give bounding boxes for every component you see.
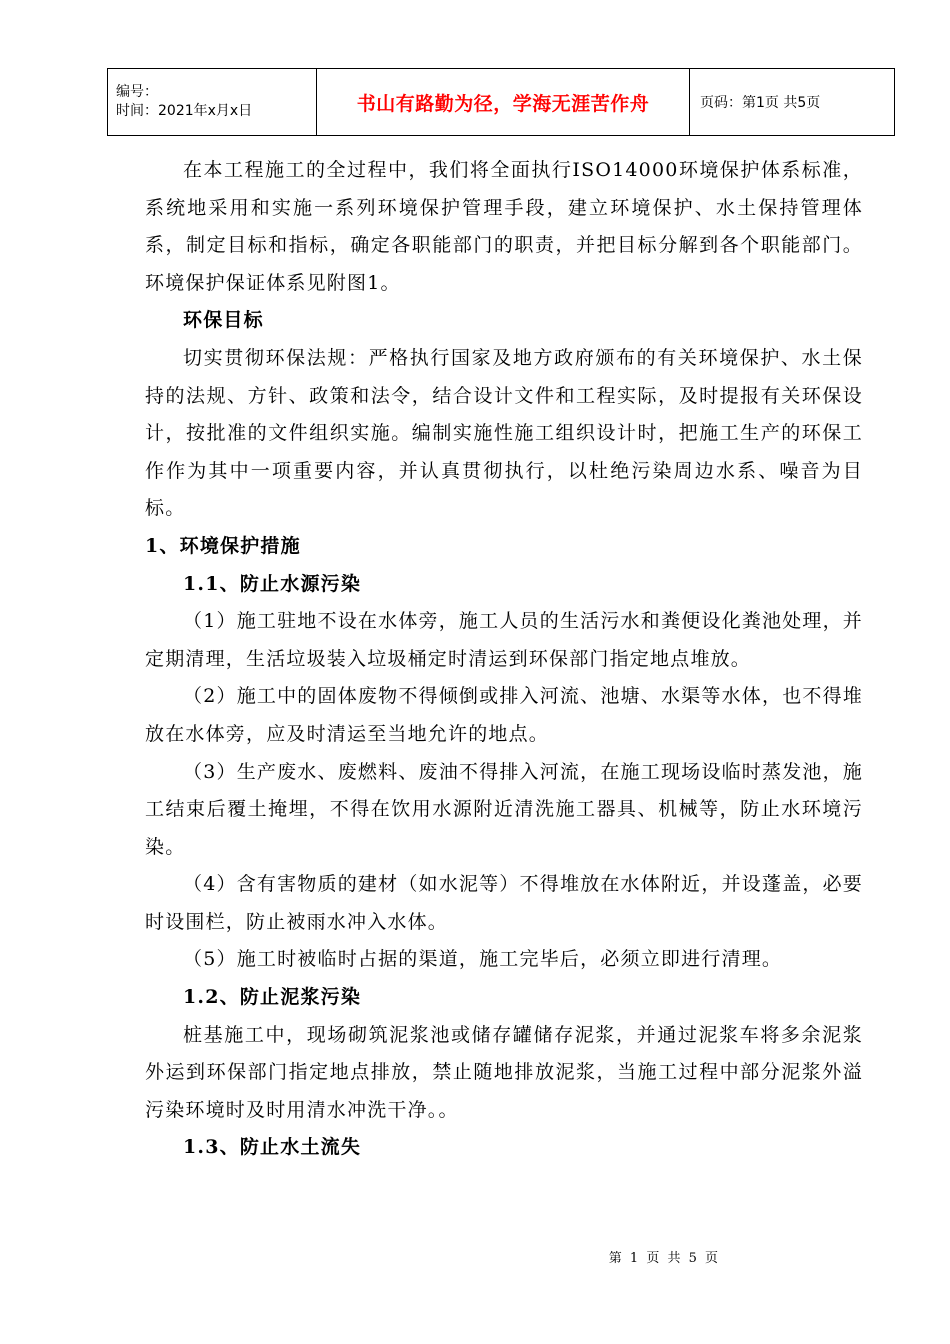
subsection-heading: 1.3、防止水土流失	[183, 1136, 362, 1159]
paragraph: （4）含有害物质的建材（如水泥等）不得堆放在水体附近，并设蓬盖，必要时设围栏，防止被雨水冲入水体。	[145, 873, 863, 933]
paragraph: 切实贯彻环保法规：严格执行国家及地方政府颁布的有关环境保护、水土保持的法规、方针、政策和法令，结合设计文件和工程实际，及时提报有关环保设计，按批准的文件组织实施。编制实施性施工组织设计时，把施工生产的环保工作作为其中一项重要内容，并认真贯彻执行，以杜绝污染周边水系、噪音为目标。	[145, 346, 863, 520]
document-number-label: 编号：	[116, 84, 158, 100]
paragraph: （2）施工中的固体废物不得倾倒或排入河流、池塘、水渠等水体，也不得堆放在水体旁，应及时清运至当地允许的地点。	[145, 685, 863, 745]
subsection-heading: 1.2、防止泥浆污染	[183, 986, 362, 1009]
page-footer: 第 1 页 共 5 页	[608, 1251, 720, 1266]
paragraph: （1）施工驻地不设在水体旁，施工人员的生活污水和粪便设化粪池处理，并定期清理，生活垃圾装入垃圾桶定时清运到环保部门指定地点堆放。	[145, 610, 863, 670]
paragraph: （5）施工时被临时占据的渠道，施工完毕后，必须立即进行清理。	[183, 948, 783, 971]
paragraph: 桩基施工中，现场砌筑泥浆池或储存罐储存泥浆，并通过泥浆车将多余泥浆外运到环保部门指定地点排放，禁止随地排放泥浆，当施工过程中部分泥浆外溢污染环境时及时用清水冲洗干净。。	[145, 1023, 863, 1121]
paragraph: （3）生产废水、废燃料、废油不得排入河流，在施工现场设临时蒸发池，施工结束后覆土掩埋，不得在饮用水源附近清洗施工器具、机械等，防止水环境污染。	[145, 760, 863, 858]
header-table	[107, 68, 895, 136]
header-page-info: 页码：第1页 共5页	[690, 69, 895, 136]
header-motto: 书山有路勤为径，学海无涯苦作舟	[317, 69, 690, 136]
section-heading: 1、环境保护措施	[145, 534, 301, 557]
header-meta	[108, 69, 317, 136]
section-heading: 环保目标	[183, 309, 264, 332]
document-body	[145, 152, 863, 1167]
document-time-label: 时间：2021年x月x日	[116, 103, 253, 119]
paragraph: 在本工程施工的全过程中，我们将全面执行ISO14000环境保护体系标准，系统地采用和实施一系列环境保护管理手段，建立环境保护、水土保持管理体系，制定目标和指标，确定各职能部门的职责，并把目标分解到各个职能部门。环境保护保证体系见附图1。	[145, 159, 863, 294]
subsection-heading: 1.1、防止水源污染	[183, 572, 362, 595]
